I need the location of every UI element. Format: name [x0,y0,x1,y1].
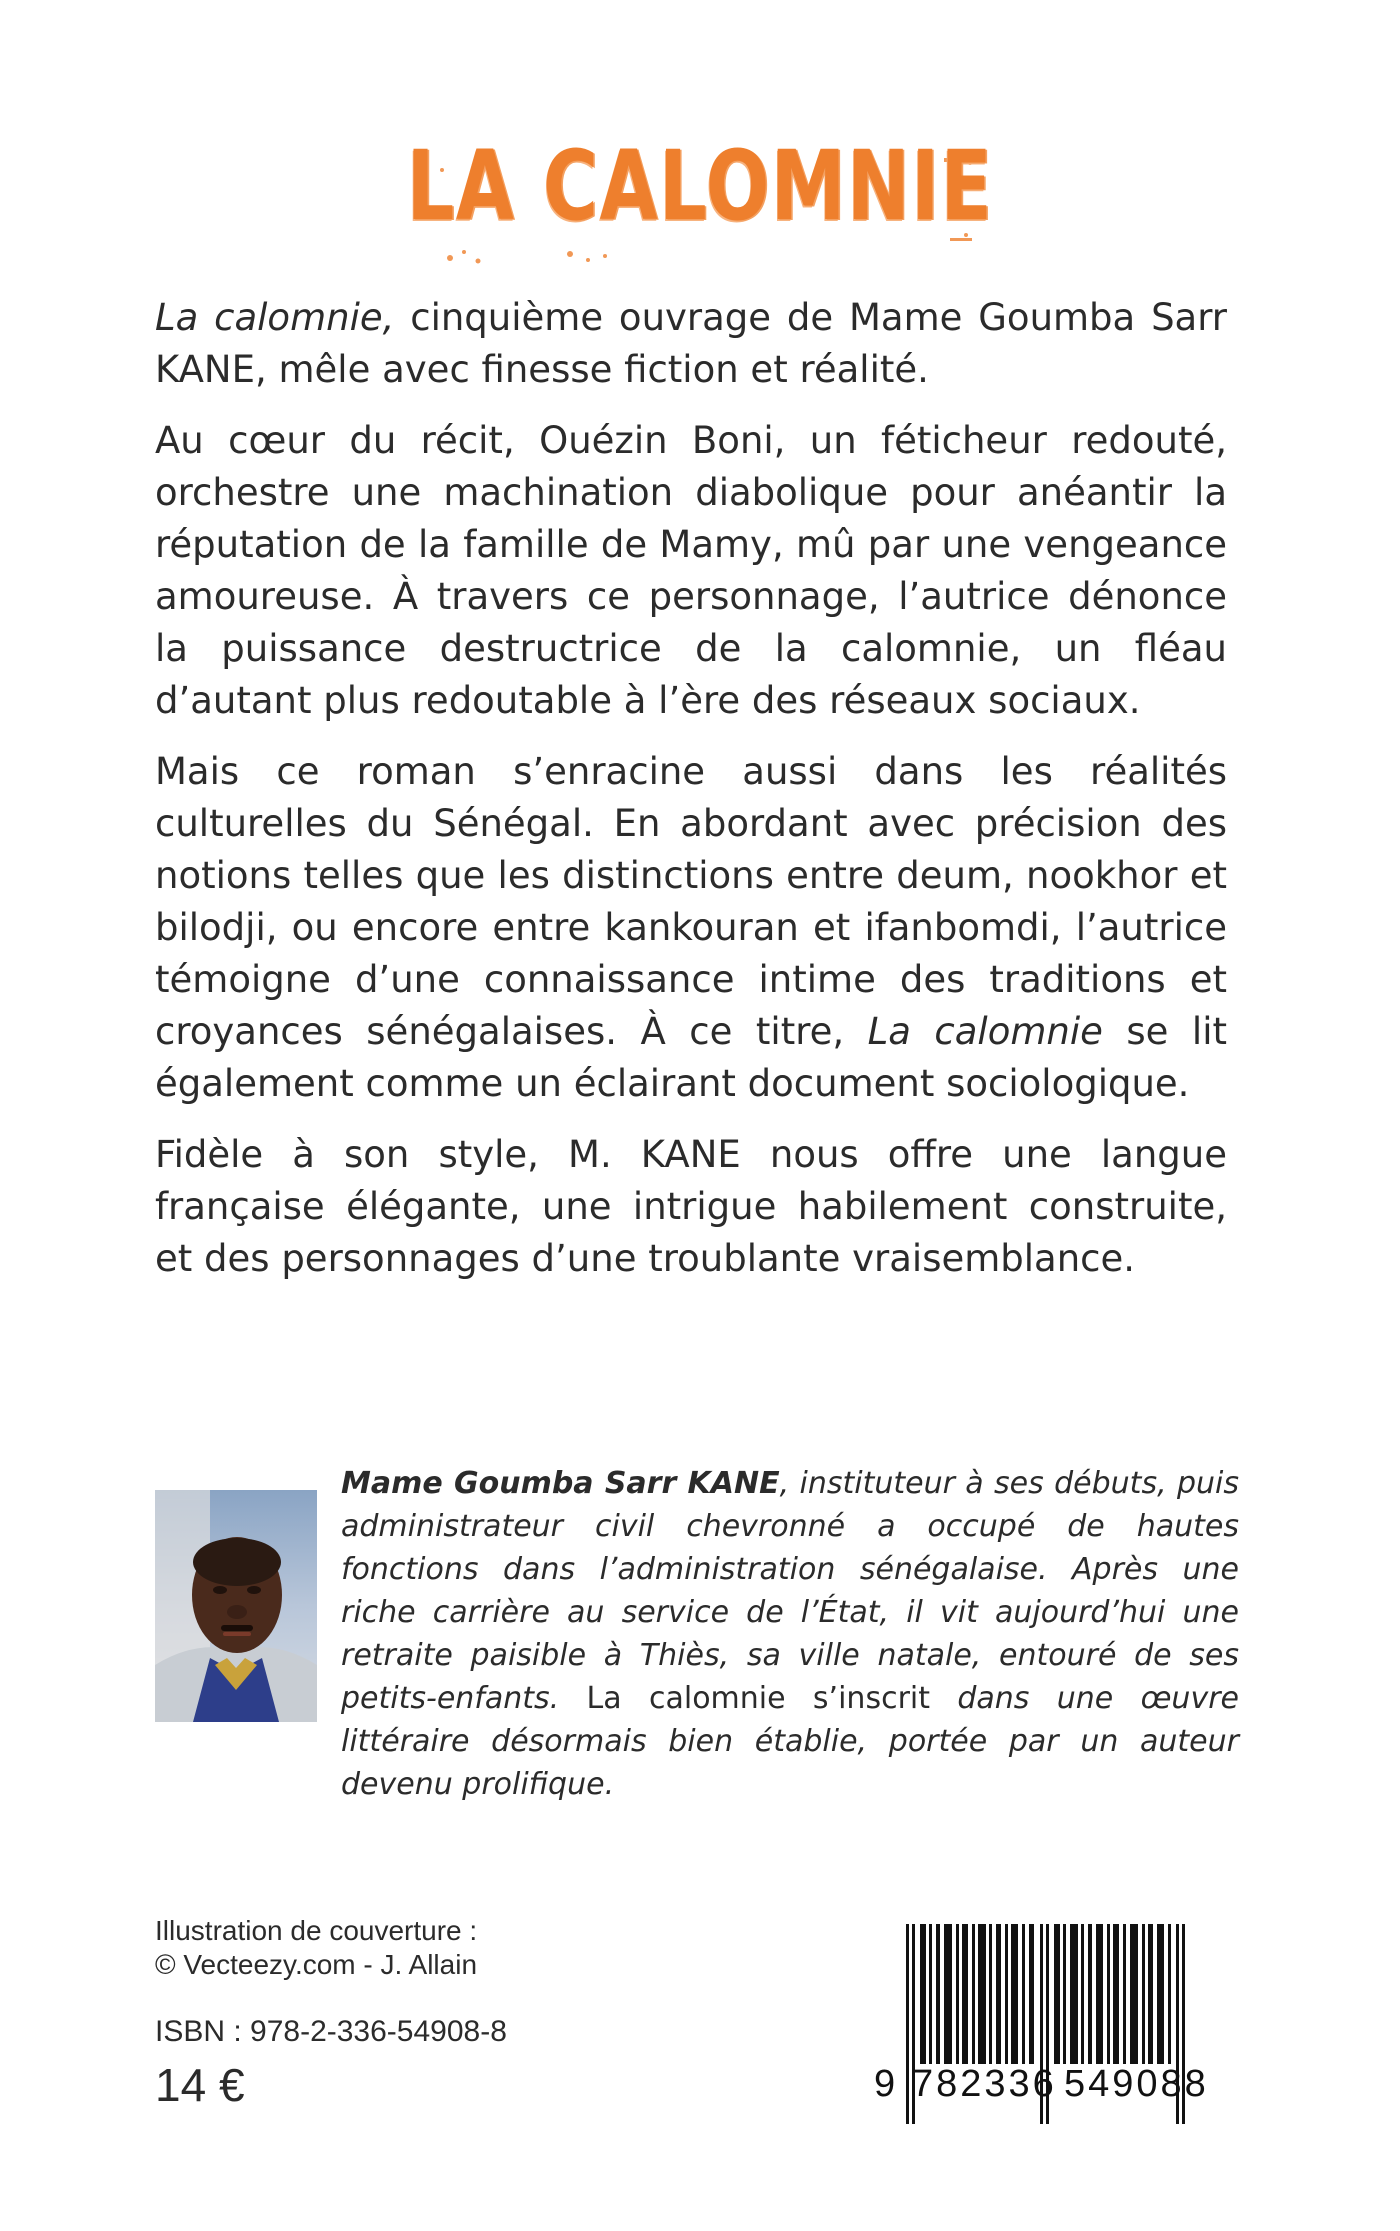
book-title-inline: La calomnie [867,1010,1103,1053]
credits-line-2: © Vecteezy.com - J. Allain [155,1949,478,1980]
author-bio-upright-text: La calomnie s’inscrit [559,1681,930,1716]
author-bio-text-end: dans une œuvre littéraire désormais bien établie, portée par un auteur devenu prolifique. [341,1681,1239,1802]
price: 14 € [155,2059,245,2111]
blurb-text [155,292,1227,1304]
blurb-paragraph-1 [155,292,1227,396]
blurb-paragraph-3-text-before: Mais ce roman s’enracine aussi dans les réalités culturelles du Sénégal. En abordant avec précision des notions telles que les distinctions entre deum, nookhor et bilodji, ou encore entre kankouran et ifanbomdi, l’autrice témoigne d’une connaissance intime des traditions et croyances sénégalaises. À ce titre, [155,750,1227,1053]
author-bio [341,1462,1239,1806]
author-name: Mame Goumba Sarr KANE [341,1466,780,1501]
barcode-lead-digit: 9 [874,2063,897,2105]
blurb-paragraph-4: Fidèle à son style, M. KANE nous offre une langue française élégante, une intrigue habilement construite, et des personnages d’une troublante vraisemblance. [155,1133,1227,1280]
author-bio-text: , instituteur à ses débuts, puis administrateur civil chevronné a occupé de hautes fonctions dans l’administration sénégalaise. Après une riche carrière au service de l’État, il vit aujourd’hui une retraite paisible à Thiès, sa ville natale, entouré de ses petits-enfants. [341,1466,1239,1716]
blurb-paragraph-1-text: cinquième ouvrage de Mame Goumba Sarr KANE, mêle avec finesse fiction et réalité. [155,296,1228,391]
barcode-digit-group-1: 782336 [912,2063,1057,2105]
book-title-inline: La calomnie, [155,296,395,339]
book-title: LA CALOMNIE [406,130,994,242]
blurb-paragraph-3 [155,746,1227,1110]
blurb-paragraph-2: Au cœur du récit, Ouézin Boni, un féticheur redouté, orchestre une machination diabolique pour anéantir la réputation de la famille de Mamy, mû par une vengeance amoureuse. À travers ce personnage, l’autrice dénonce la puissance destructrice de la calomnie, un fléau d’autant plus redoutable à l’ère des réseaux sociaux. [155,419,1227,722]
isbn: ISBN : 978-2-336-54908-8 [155,2015,507,2048]
credits-line-1: Illustration de couverture : [155,1915,478,1946]
barcode-digit-group-2: 549088 [1064,2063,1209,2105]
author-photo [155,1490,317,1722]
cover-illustration-credits [155,1914,477,1982]
blurb-paragraph-3-text-after: se lit également comme un éclairant document sociologique. [155,1010,1227,1105]
